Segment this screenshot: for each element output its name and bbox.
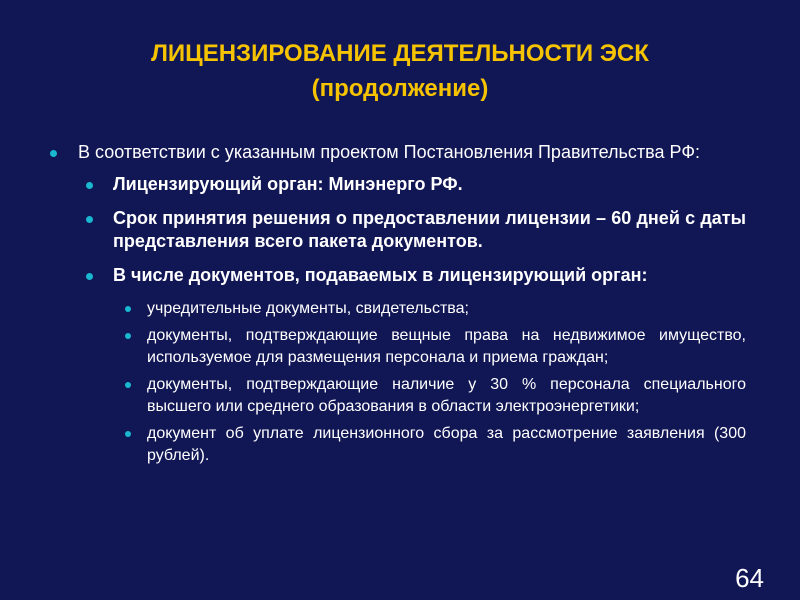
bullet-icon: [86, 273, 93, 280]
point-item: [86, 264, 746, 287]
slide-title-line-1: ЛИЦЕНЗИРОВАНИЕ ДЕЯТЕЛЬНОСТИ ЭСК: [151, 40, 649, 67]
point-item: [86, 207, 746, 253]
document-item: [125, 325, 746, 369]
document-item: [125, 423, 746, 467]
document-text: документ об уплате лицензионного сбора за рассмотрение заявления (300 рублей).: [147, 425, 746, 464]
document-text: учредительные документы, свидетельства;: [147, 300, 469, 317]
bullet-icon: [125, 382, 131, 388]
bullet-icon: [86, 216, 93, 223]
intro-text: В соответствии с указанным проектом Постановления Правительства РФ:: [78, 142, 701, 162]
bullet-icon: [86, 182, 93, 189]
bullet-icon: [125, 333, 131, 339]
slide-title: [0, 36, 800, 106]
bullet-icon: [125, 431, 131, 437]
document-text: документы, подтверждающие вещные права на недвижимое имущество, используемое для размещения персонала и приема граждан;: [147, 327, 746, 366]
document-text: документы, подтверждающие наличие у 30 % персонала специального высшего или среднего образования в области электроэнергетики;: [147, 376, 746, 415]
page-number: 64: [735, 563, 764, 593]
point-text: В числе документов, подаваемых в лицензирующий орган:: [113, 265, 648, 285]
slide-title-line-2: (продолжение): [311, 75, 489, 102]
bullet-icon: [125, 306, 131, 312]
slide-content: [50, 141, 746, 472]
point-item: [86, 173, 746, 196]
bullet-icon: [50, 150, 57, 157]
document-item: [125, 298, 746, 320]
point-text: Срок принятия решения о предоставлении лицензии – 60 дней с даты представления всего пакета документов.: [113, 208, 746, 251]
point-text: Лицензирующий орган: Минэнерго РФ.: [113, 174, 463, 194]
document-item: [125, 374, 746, 418]
intro-item: [50, 141, 746, 164]
